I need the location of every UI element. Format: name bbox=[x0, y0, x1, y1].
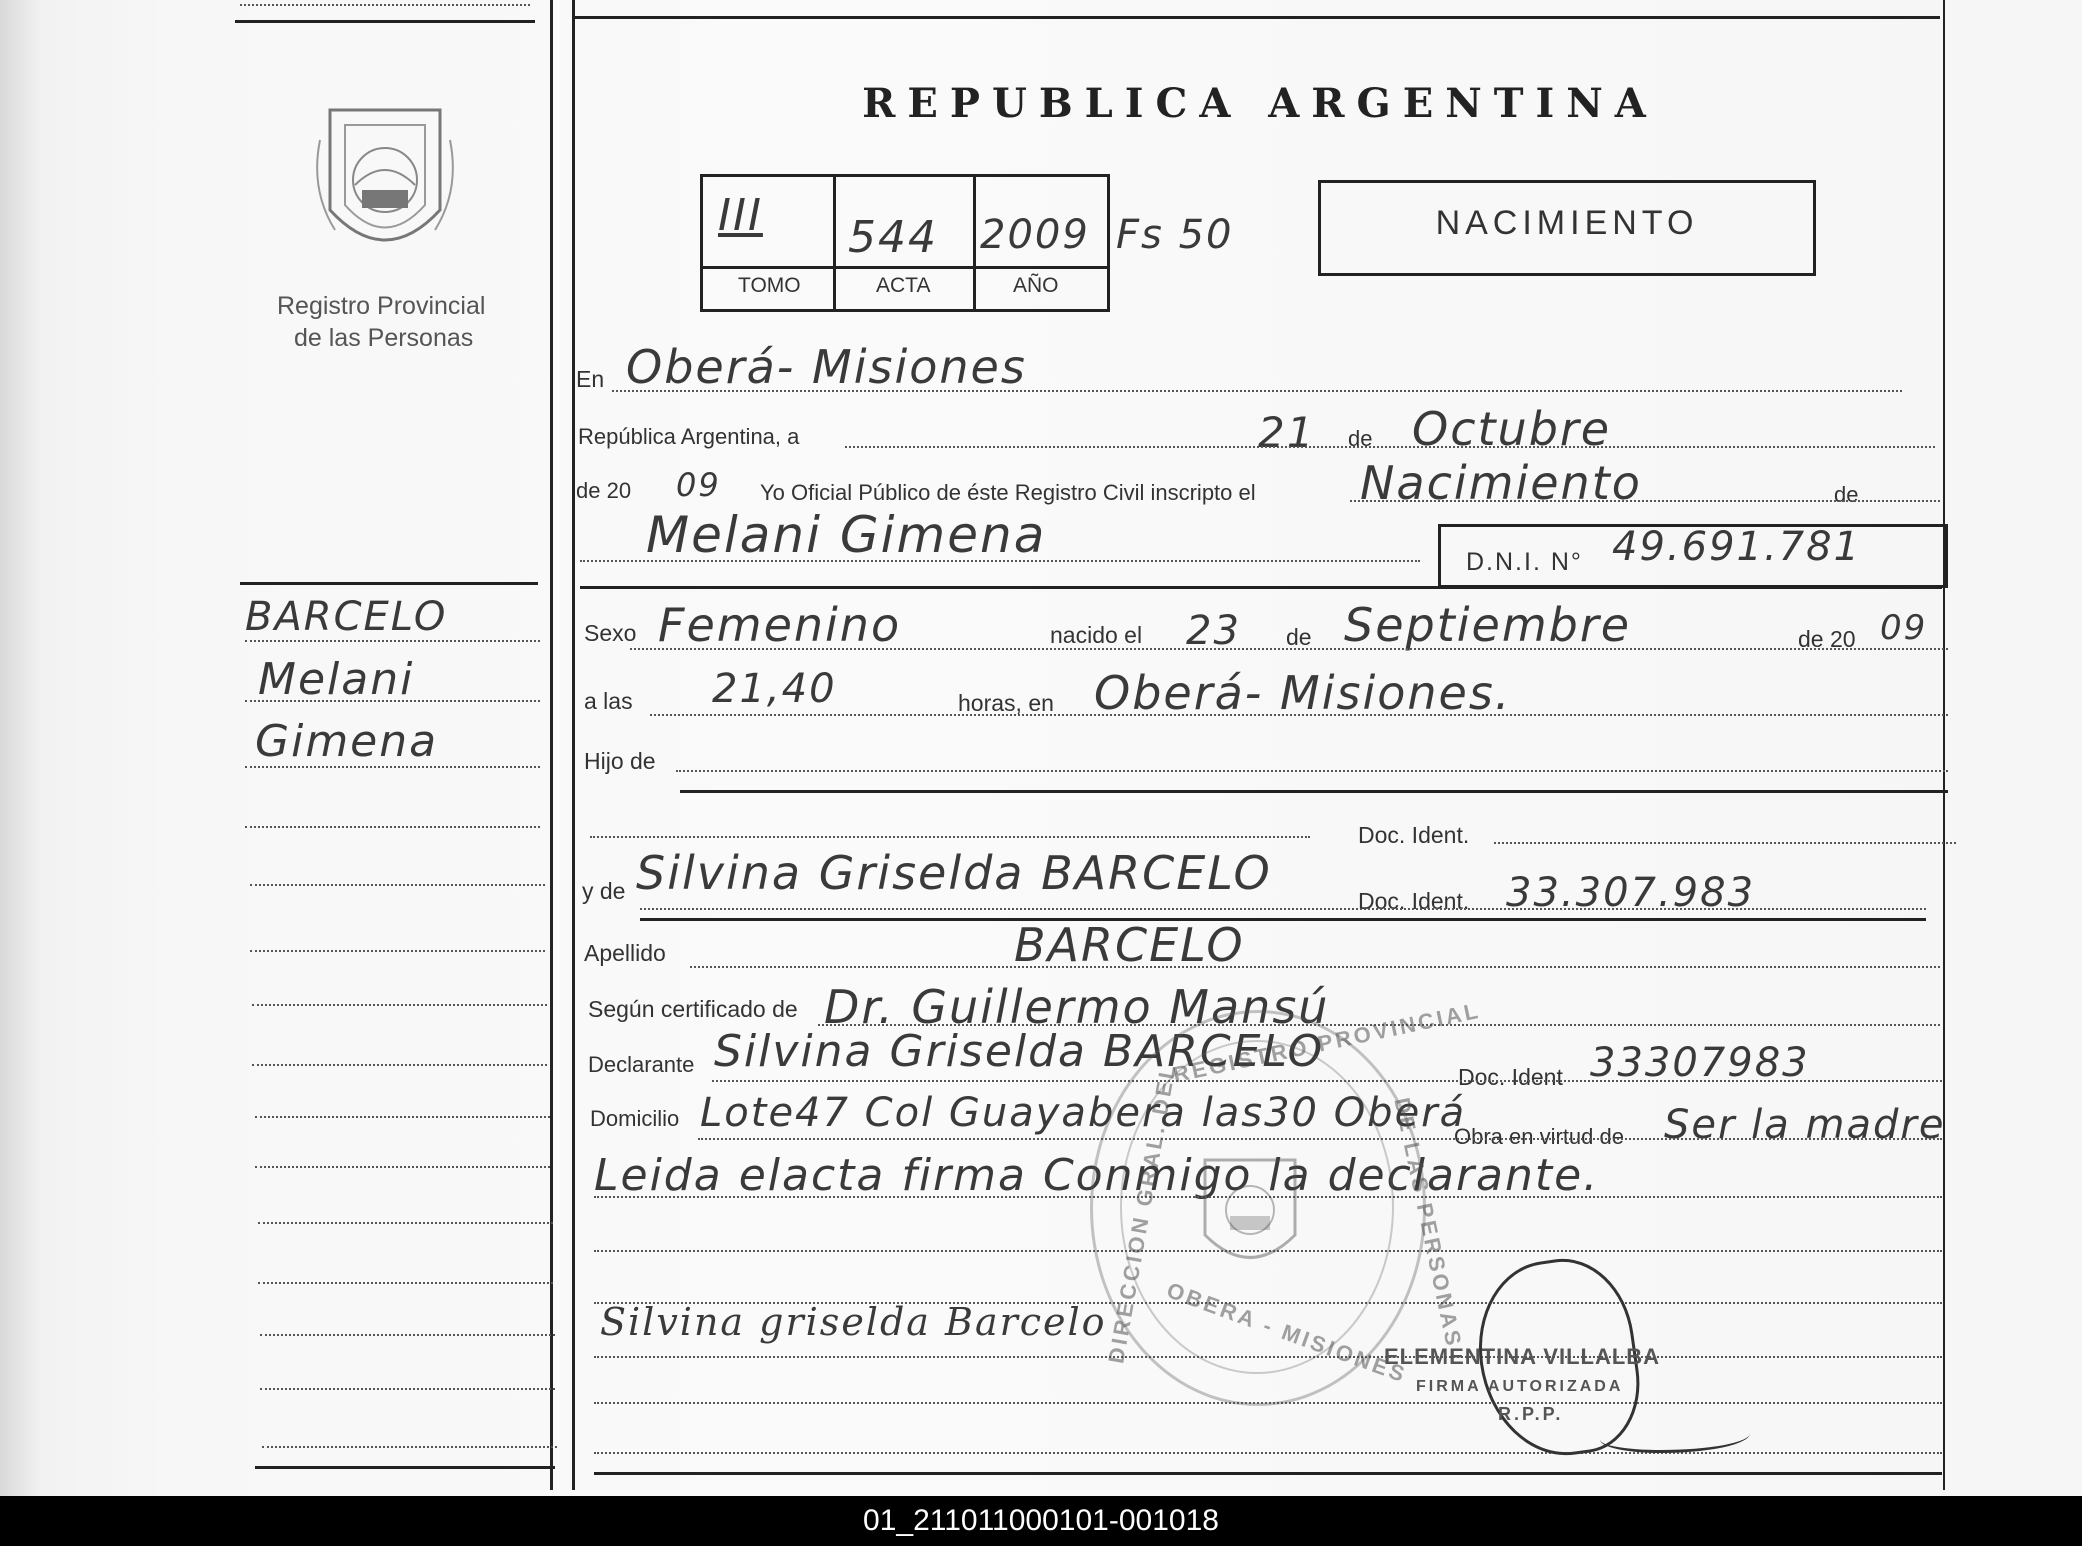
hijo-rule bbox=[680, 790, 1948, 793]
name-value: Melani Gimena bbox=[646, 506, 1047, 564]
day-de-label: de bbox=[1348, 426, 1373, 451]
yde-rule bbox=[640, 918, 1926, 921]
margin-dots-14 bbox=[260, 1388, 555, 1390]
de20-line bbox=[1350, 500, 1940, 502]
sexo-value: Femenino bbox=[658, 598, 902, 652]
domicilio-value: Lote47 Col Guayabera las30 Oberá bbox=[700, 1090, 1467, 1136]
margin-dots-10 bbox=[255, 1166, 550, 1168]
stamp-text-bottom: OBERA - MISIONES bbox=[1163, 1277, 1411, 1388]
hijo-label: Hijo de bbox=[584, 748, 656, 774]
top-left-dots bbox=[240, 4, 530, 6]
stamp-text-left: DIRECCION GRAL. DEL bbox=[1103, 1060, 1181, 1366]
leida-value: Leida elacta firma Conmigo la declarante. bbox=[594, 1150, 1600, 1201]
year-value: 09 bbox=[676, 466, 721, 504]
mother-doc-value: 33.307.983 bbox=[1506, 870, 1756, 916]
footer-id-bar bbox=[0, 1496, 2082, 1546]
doc-ident-label-1: Doc. Ident. bbox=[1358, 822, 1470, 848]
republica-line bbox=[845, 446, 1935, 448]
margin-second-name: Gimena bbox=[255, 716, 439, 767]
record-grid-divider-1 bbox=[833, 174, 836, 309]
apellido-line bbox=[690, 966, 1940, 968]
page-title: REPUBLICA ARGENTINA bbox=[862, 80, 1658, 127]
apellido-value: BARCELO bbox=[1014, 918, 1245, 972]
tomo-value: III bbox=[718, 190, 763, 241]
father-doc-line bbox=[590, 836, 1310, 838]
declarante-value: Silvina Griselda BARCELO bbox=[714, 1026, 1325, 1077]
section-rule bbox=[580, 586, 1942, 589]
ano-label: AÑO bbox=[1013, 274, 1059, 297]
bottom-rule bbox=[594, 1472, 1942, 1475]
authority-signature-stroke bbox=[1600, 1420, 1750, 1453]
de20-label: de 20 bbox=[576, 478, 632, 503]
birth-day-value: 23 bbox=[1186, 608, 1241, 654]
margin-rule-bottom bbox=[255, 1466, 555, 1469]
obra-label: Obra en virtud de bbox=[1454, 1124, 1624, 1149]
folio-note: Fs 50 bbox=[1116, 212, 1234, 258]
sexo-line bbox=[630, 648, 1948, 650]
margin-dots-2 bbox=[245, 700, 540, 702]
mother-value: Silvina Griselda BARCELO bbox=[636, 846, 1272, 900]
month-value: Octubre bbox=[1412, 402, 1612, 456]
margin-dots-8 bbox=[252, 1064, 547, 1066]
registry-line-1: Registro Provincial bbox=[277, 292, 486, 320]
margin-dots-7 bbox=[252, 1004, 547, 1006]
apellido-label: Apellido bbox=[584, 940, 666, 966]
stamp-emblem-icon bbox=[1195, 1150, 1305, 1280]
father-doc-value-line bbox=[1494, 842, 1956, 844]
tomo-label: TOMO bbox=[738, 274, 801, 297]
en-label: En bbox=[576, 366, 605, 392]
stamp-text-right: DE LAS PERSONAS bbox=[1389, 1095, 1467, 1351]
registry-line-2: de las Personas bbox=[294, 324, 474, 352]
en-line bbox=[612, 390, 1902, 392]
stamp-text-top: REGISTRO PROVINCIAL bbox=[1170, 997, 1483, 1088]
yde-line bbox=[640, 908, 1926, 910]
domicilio-label: Domicilio bbox=[590, 1106, 680, 1131]
obra-value: Ser la madre bbox=[1664, 1102, 1946, 1148]
province-seal-icon bbox=[310, 100, 460, 270]
alas-label: a las bbox=[584, 688, 633, 714]
margin-dots-5 bbox=[250, 884, 545, 886]
margin-surname: BARCELO bbox=[245, 594, 448, 640]
margin-first-name: Melani bbox=[258, 654, 415, 705]
margin-dots-15 bbox=[262, 1446, 557, 1448]
segun-label: Según certificado de bbox=[588, 996, 798, 1022]
birth-de20-label: de 20 bbox=[1798, 626, 1856, 652]
declarante-doc-value: 33307983 bbox=[1590, 1040, 1810, 1086]
record-grid-divider-2 bbox=[973, 174, 976, 309]
doc-ident-label-3: Doc. Ident bbox=[1458, 1064, 1563, 1090]
margin-dots-13 bbox=[260, 1334, 555, 1336]
birth-de-label: de bbox=[1286, 624, 1312, 650]
dni-value: 49.691.781 bbox=[1612, 524, 1862, 570]
margin-dots-6 bbox=[250, 950, 545, 952]
right-border bbox=[1943, 0, 1945, 1490]
oficial-label: Yo Oficial Público de éste Registro Civil inscripto el bbox=[760, 480, 1256, 505]
margin-dots-12 bbox=[258, 1282, 553, 1284]
record-grid-label-rule bbox=[700, 266, 1108, 269]
dni-label: D.N.I. N° bbox=[1466, 548, 1583, 576]
ano-value: 2009 bbox=[980, 212, 1090, 258]
birth-month-value: Septiembre bbox=[1344, 598, 1632, 652]
footer-id: 01_211011000101-001018 bbox=[863, 1504, 1219, 1537]
birth-place-value: Oberá- Misiones. bbox=[1094, 666, 1512, 720]
authority-role: FIRMA AUTORIZADA bbox=[1416, 1378, 1624, 1395]
margin-dots-3 bbox=[245, 766, 540, 768]
inscripto-value: Nacimiento bbox=[1360, 456, 1642, 510]
declarant-signature: Silvina griselda Barcelo bbox=[600, 1300, 1107, 1344]
birth-year-value: 09 bbox=[1880, 608, 1928, 648]
left-column-divider-inner bbox=[572, 0, 575, 1490]
yde-label: y de bbox=[582, 878, 626, 904]
doc-ident-label-2: Doc. Ident. bbox=[1358, 888, 1470, 914]
acta-value: 544 bbox=[848, 212, 938, 263]
sexo-label: Sexo bbox=[584, 620, 637, 646]
de-end-label: de bbox=[1834, 482, 1859, 507]
authority-name: ELEMENTINA VILLALBA bbox=[1384, 1344, 1661, 1369]
hijo-line bbox=[676, 770, 1948, 772]
margin-rule-top bbox=[240, 582, 538, 585]
en-value: Oberá- Misiones bbox=[626, 340, 1027, 394]
act-type: NACIMIENTO bbox=[1435, 204, 1699, 242]
acta-label: ACTA bbox=[876, 274, 931, 297]
declarante-label: Declarante bbox=[588, 1052, 695, 1077]
name-line bbox=[580, 560, 1420, 562]
margin-dots-11 bbox=[258, 1222, 553, 1224]
nacido-label: nacido el bbox=[1050, 622, 1143, 648]
margin-dots-9 bbox=[255, 1116, 550, 1118]
authority-abbr: R.P.P. bbox=[1498, 1404, 1564, 1424]
margin-dots-4 bbox=[245, 826, 540, 828]
hour-value: 21,40 bbox=[712, 666, 837, 712]
blank-line-5 bbox=[594, 1452, 1942, 1454]
top-right-rule bbox=[575, 16, 1940, 19]
republica-label: República Argentina, a bbox=[578, 424, 800, 449]
top-left-rule bbox=[235, 20, 535, 23]
left-column-divider bbox=[550, 0, 553, 1490]
day-value: 21 bbox=[1258, 408, 1316, 457]
horas-label: horas, en bbox=[958, 690, 1054, 716]
margin-dots-1 bbox=[245, 640, 540, 642]
certificado-value: Dr. Guillermo Mansú bbox=[824, 980, 1330, 1034]
alas-line bbox=[650, 714, 1948, 716]
